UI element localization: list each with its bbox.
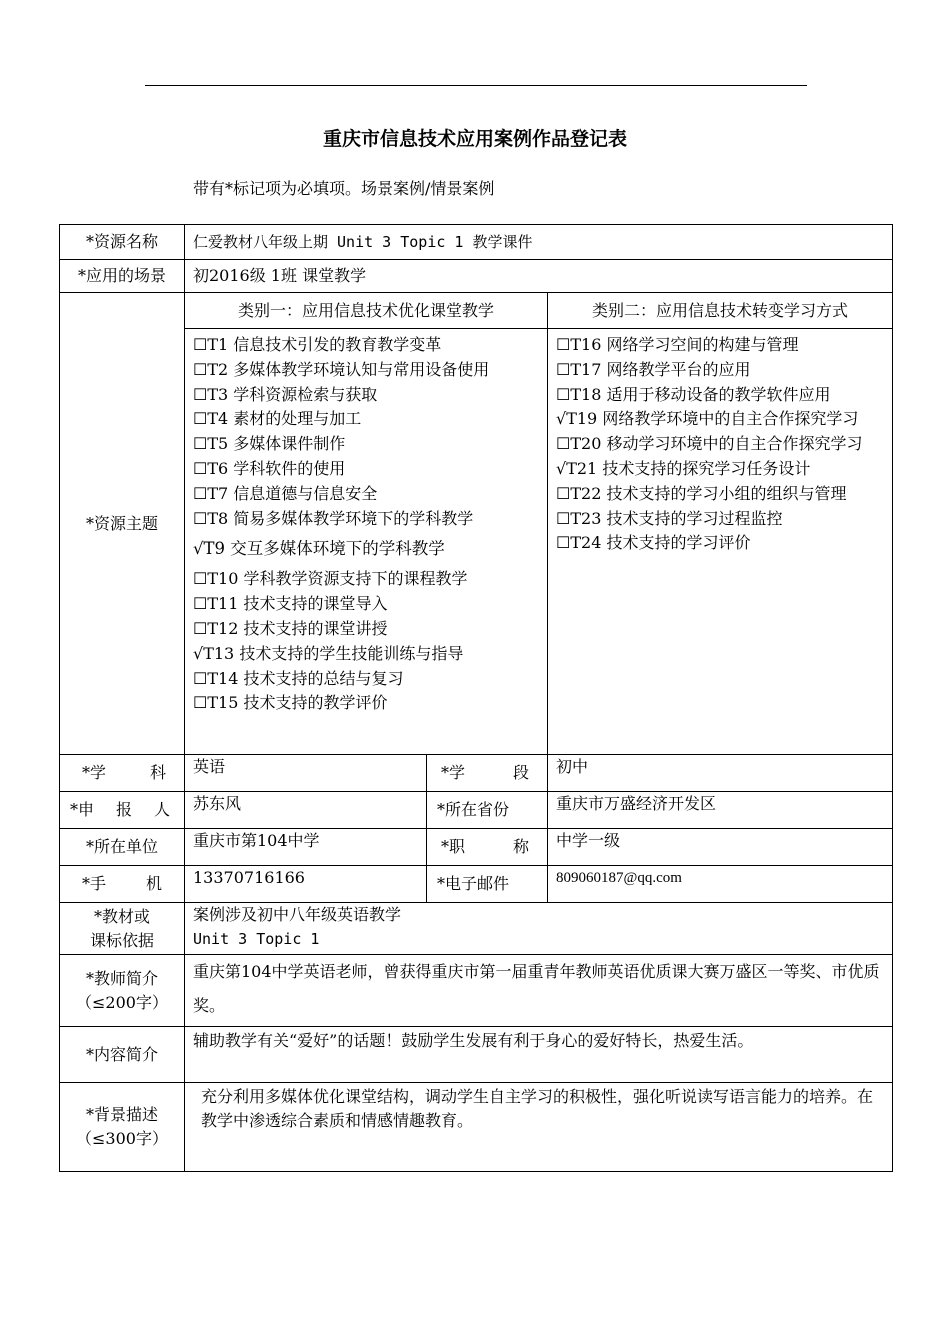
topic-item: ☐T10 学科教学资源支持下的课程教学 <box>193 569 468 589</box>
topic-item: ☐T2 多媒体教学环境认知与常用设备使用 <box>193 359 490 379</box>
teacher-intro-label-1: *教师简介 <box>85 968 158 988</box>
rank-label-a: *职 <box>441 837 466 856</box>
category-2-list <box>548 329 893 755</box>
phone-label-a: *手 <box>82 874 107 893</box>
unit-label: *所在单位 <box>60 829 185 866</box>
topic-item: ☐T16 网络学习空间的构建与管理 <box>556 335 799 354</box>
topic-item: ☐T4 素材的处理与加工 <box>193 409 362 429</box>
topic-item: ☐T1 信息技术引发的教育教学变革 <box>193 335 442 354</box>
topic-item: ☐T23 技术支持的学习过程监控 <box>556 508 783 528</box>
topic-item: ☐T20 移动学习环境中的自主合作探究学习 <box>556 434 863 454</box>
header-rule <box>145 85 807 86</box>
phone-label-b: 机 <box>145 874 162 893</box>
subject-label <box>60 755 185 792</box>
background-label <box>60 1083 185 1172</box>
resource-name-value: 仁爱教材八年级上期 Unit 3 Topic 1 教学课件 <box>185 225 893 260</box>
subject-label-a: *学 <box>82 763 107 782</box>
applicant-value: 苏东风 <box>185 792 427 829</box>
province-label: *所在省份 <box>427 792 548 829</box>
stage-label <box>427 755 548 792</box>
teacher-intro-label <box>60 955 185 1027</box>
background-value: 充分利用多媒体优化课堂结构，调动学生自主学习的积极性，强化听说读写语言能力的培养。在教学中渗透综合素质和情感情趣教育。 <box>185 1083 893 1172</box>
email-value: 809060187@qq.com <box>548 866 893 903</box>
topic-item: ☐T7 信息道德与信息安全 <box>193 483 378 503</box>
theme-label: *资源主题 <box>60 293 185 755</box>
email-label: *电子邮件 <box>427 866 548 903</box>
scene-value: 初2016级 1班 课堂教学 <box>185 260 893 293</box>
background-label-1: *背景描述 <box>85 1105 158 1124</box>
topic-item: ☐T8 简易多媒体教学环境下的学科教学 <box>193 508 474 528</box>
scene-label: *应用的场景 <box>60 260 185 293</box>
teacher-intro-value: 重庆第104中学英语老师，曾获得重庆市第一届重青年教师英语优质课大赛万盛区一等奖、市优质奖。 <box>185 955 893 1027</box>
topic-item: ☐T5 多媒体课件制作 <box>193 434 346 454</box>
stage-label-a: *学 <box>441 763 466 782</box>
textbook-label-1: *教材或 <box>93 906 150 926</box>
applicant-label-a: *申 <box>70 800 95 819</box>
textbook-label <box>60 903 185 955</box>
applicant-label-c: 人 <box>153 800 170 819</box>
topic-item: ☐T12 技术支持的课堂讲授 <box>193 618 388 638</box>
stage-label-b: 段 <box>512 763 529 782</box>
topic-item-checked: √T13 技术支持的学生技能训练与指导 <box>193 643 464 663</box>
applicant-label <box>60 792 185 829</box>
stage-value: 初中 <box>548 755 893 792</box>
topic-item: ☐T17 网络教学平台的应用 <box>556 359 751 379</box>
topic-item: ☐T3 学科资源检索与获取 <box>193 384 378 404</box>
topic-item: ☐T11 技术支持的课堂导入 <box>193 594 388 614</box>
content-intro-label: *内容简介 <box>60 1027 185 1083</box>
textbook-value <box>185 903 893 955</box>
applicant-label-b: 报 <box>115 800 132 819</box>
topic-item: ☐T24 技术支持的学习评价 <box>556 533 751 553</box>
topic-item: ☐T18 适用于移动设备的教学软件应用 <box>556 384 831 404</box>
resource-name-label: *资源名称 <box>60 225 185 260</box>
registration-table <box>59 224 893 1172</box>
category-1-list <box>185 329 548 755</box>
textbook-line-2: Unit 3 Topic 1 <box>193 930 320 948</box>
background-label-2: （≤300字） <box>76 1129 168 1148</box>
topic-item-checked: √T9 交互多媒体环境下的学科教学 <box>193 539 445 559</box>
rank-label-b: 称 <box>512 837 529 856</box>
phone-label <box>60 866 185 903</box>
topic-item-checked: √T21 技术支持的探究学习任务设计 <box>556 458 811 478</box>
teacher-intro-label-2: （≤200字） <box>76 992 168 1012</box>
rank-value: 中学一级 <box>548 829 893 866</box>
required-note: 带有*标记项为必填项。场景案例/情景案例 <box>193 179 495 198</box>
topic-item-checked: √T19 网络教学环境中的自主合作探究学习 <box>556 409 859 429</box>
category-1-header: 类别一：应用信息技术优化课堂教学 <box>185 293 548 329</box>
topic-item: ☐T22 技术支持的学习小组的组织与管理 <box>556 483 847 503</box>
textbook-label-2: 课标依据 <box>89 930 154 950</box>
page-title: 重庆市信息技术应用案例作品登记表 <box>322 128 627 150</box>
category-2-header: 类别二：应用信息技术转变学习方式 <box>548 293 893 329</box>
textbook-line-1: 案例涉及初中八年级英语教学 <box>193 905 402 924</box>
content-intro-value: 辅助教学有关“爱好”的话题！鼓励学生发展有利于身心的爱好特长，热爱生活。 <box>185 1027 893 1083</box>
phone-value: 13370716166 <box>185 866 427 903</box>
unit-value: 重庆市第104中学 <box>185 829 427 866</box>
province-value: 重庆市万盛经济开发区 <box>548 792 893 829</box>
rank-label <box>427 829 548 866</box>
subject-label-b: 科 <box>149 763 166 782</box>
topic-item: ☐T14 技术支持的总结与复习 <box>193 668 404 688</box>
topic-item: ☐T6 学科软件的使用 <box>193 458 346 478</box>
topic-item: ☐T15 技术支持的教学评价 <box>193 693 388 713</box>
subject-value: 英语 <box>185 755 427 792</box>
